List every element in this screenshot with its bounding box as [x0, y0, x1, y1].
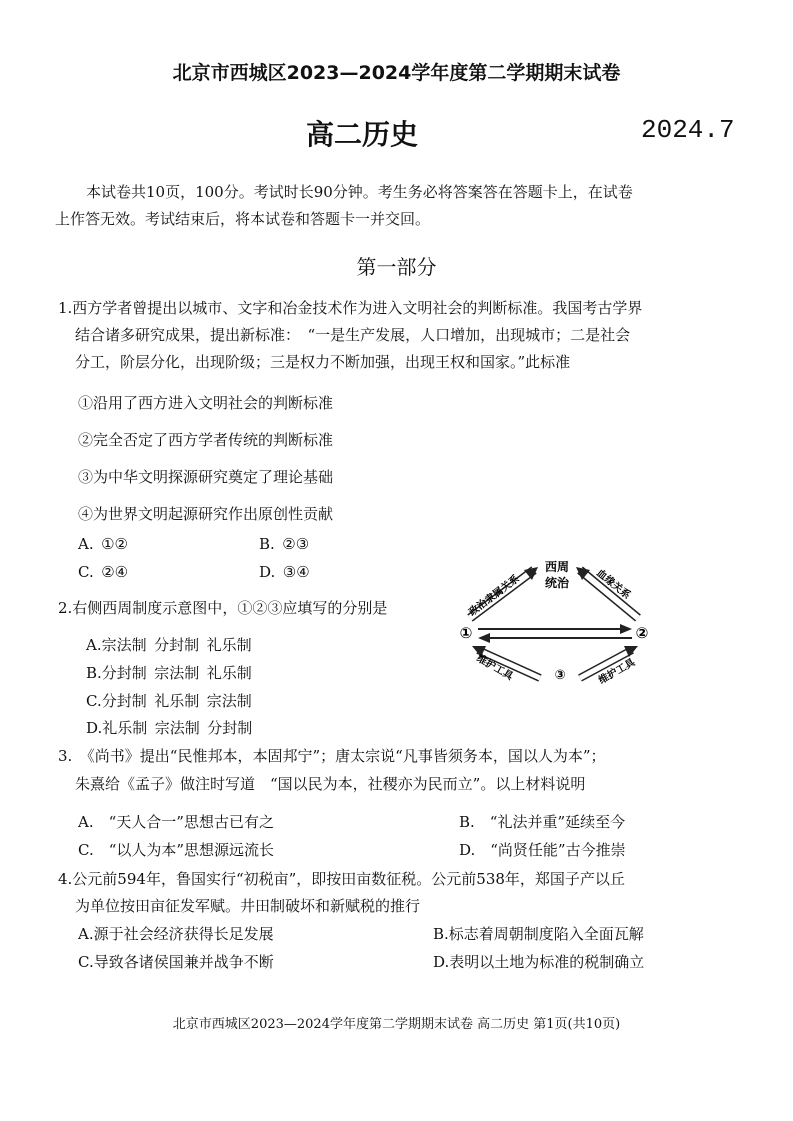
instructions-line-2: 上作答无效。考试结束后，将本试卷和答题卡一并交回。: [55, 210, 431, 228]
q1-stem-line-3: 分工，阶层分化，出现阶级；三是权力不断加强，出现王权和国家。”此标准: [75, 353, 571, 371]
diagram-label-right: 血缘关系: [594, 567, 633, 602]
q3-option-c[interactable]: C. “以人为本”思想源远流长: [78, 841, 275, 859]
exam-date: 2024.7: [641, 115, 735, 145]
q1-option-a[interactable]: A. ①②: [78, 535, 128, 553]
page-footer: 北京市西城区2023—2024学年度第二学期期末试卷 高二历史 第1页(共10页): [172, 1017, 621, 1032]
diagram-label-left: 政治隶属关系: [467, 573, 522, 619]
q1-statement-3: ③为中华文明探源研究奠定了理论基础: [78, 468, 334, 486]
diagram-label-top-1: 西周: [544, 560, 570, 574]
q4-option-c[interactable]: C.导致各诸侯国兼并战争不断: [78, 953, 274, 971]
arrowhead-right: [620, 624, 632, 634]
section-title: 第一部分: [356, 255, 437, 279]
diagram-node-2: ②: [635, 624, 649, 642]
diagram-label-bottom-right: 维护工具: [597, 657, 638, 687]
western-zhou-system-diagram: [456, 556, 654, 692]
diagram-label-top-2: 统治: [544, 576, 570, 590]
q1-stem-line-2: 结合诸多研究成果，提出新标准： “一是生产发展，人口增加，出现城市；二是社会: [75, 326, 631, 344]
q2-option-b[interactable]: B.分封制 宗法制 礼乐制: [86, 664, 252, 682]
q2-option-c[interactable]: C.分封制 礼乐制 宗法制: [86, 692, 252, 710]
diagram-label-bottom-left: 维护工具: [474, 653, 515, 683]
diagram-node-3: ③: [554, 668, 566, 683]
q1-stem-line-1: 1.西方学者曾提出以城市、文字和冶金技术作为进入文明社会的判断标准。我国考古学界: [58, 299, 643, 317]
arrowhead-left: [478, 633, 490, 643]
subject-title: 高二历史: [306, 118, 419, 151]
q4-option-a[interactable]: A.源于社会经济获得长足发展: [78, 925, 274, 943]
q4-stem-line-1: 4.公元前594年，鲁国实行“初税亩”，即按田亩数征税。公元前538年，郑国子产以丘: [58, 870, 625, 888]
q2-option-d[interactable]: D.礼乐制 宗法制 分封制: [86, 719, 253, 737]
q1-option-c[interactable]: C. ②④: [78, 563, 129, 581]
instructions-line-1: 本试卷共10页，100分。考试时长90分钟。考生务必将答案答在答题卡上，在试卷: [86, 183, 633, 201]
q1-statement-4: ④为世界文明起源研究作出原创性贡献: [78, 505, 334, 523]
q1-statement-2: ②完全否定了西方学者传统的判断标准: [78, 431, 334, 449]
q1-option-d[interactable]: D. ③④: [259, 563, 310, 581]
q3-stem-line-2: 朱熹给《孟子》做注时写道 “国以民为本，社稷亦为民而立”。以上材料说明: [75, 775, 586, 793]
exam-title: 北京市西城区2023—2024学年度第二学期期末试卷: [172, 62, 621, 84]
q1-option-b[interactable]: B. ②③: [259, 535, 310, 553]
q3-option-b[interactable]: B. “礼法并重”延续至今: [459, 813, 626, 831]
q4-stem-line-2: 为单位按田亩征发军赋。井田制破坏和新赋税的推行: [75, 897, 421, 915]
q3-option-d[interactable]: D. “尚贤任能”古今推崇: [459, 841, 626, 859]
q3-option-a[interactable]: A. “天人合一”思想古已有之: [78, 813, 274, 831]
q4-option-d[interactable]: D.表明以土地为标准的税制确立: [433, 953, 645, 971]
q4-option-b[interactable]: B.标志着周朝制度陷入全面瓦解: [433, 925, 644, 943]
q3-stem-line-1: 3. 《尚书》提出“民惟邦本，本固邦宁”；唐太宗说“凡事皆须务本，国以人为本”；: [58, 747, 606, 765]
q2-option-a[interactable]: A.宗法制 分封制 礼乐制: [86, 636, 252, 654]
diagram-node-1: ①: [459, 624, 473, 642]
q1-statement-1: ①沿用了西方进入文明社会的判断标准: [78, 394, 334, 412]
q2-stem: 2.右侧西周制度示意图中，①②③应填写的分别是: [58, 599, 388, 617]
